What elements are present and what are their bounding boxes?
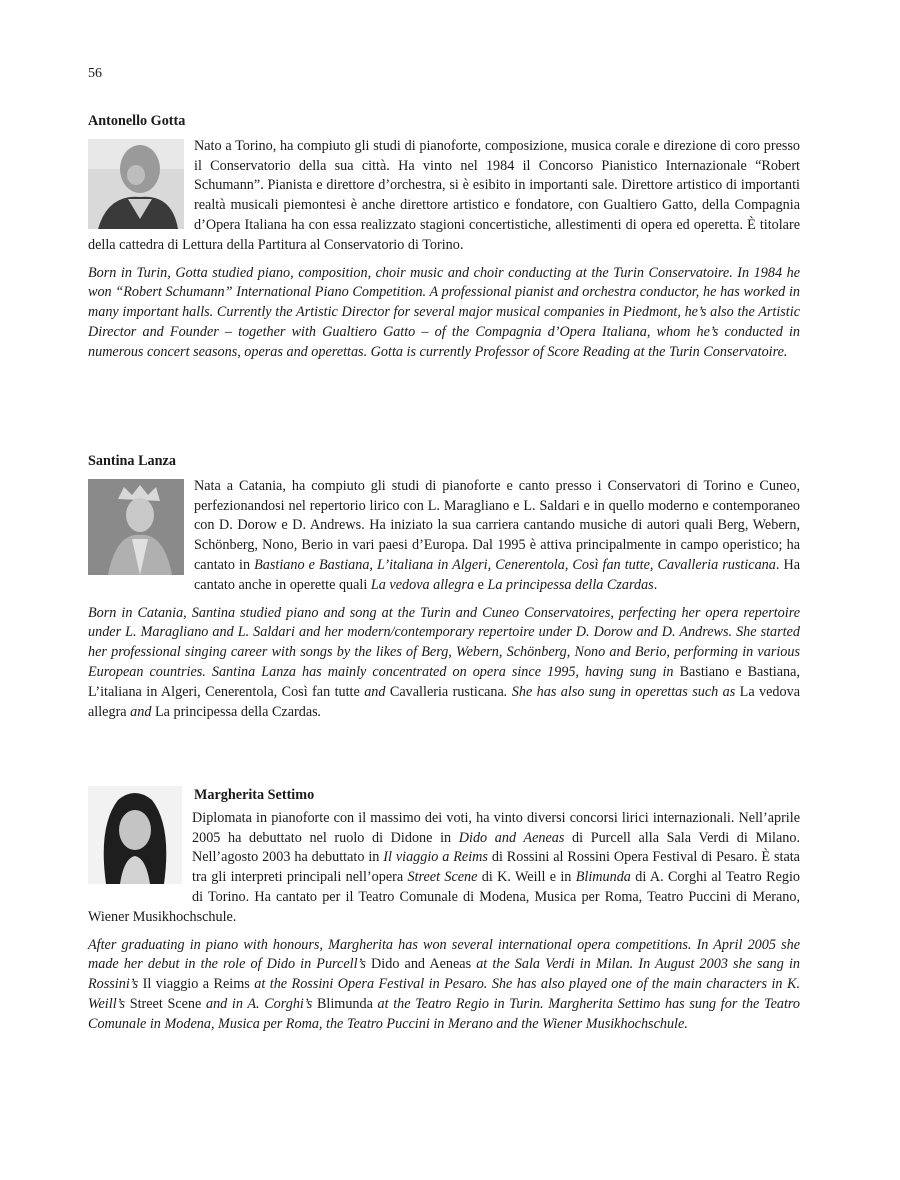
bio-name: Margherita Settimo bbox=[194, 787, 315, 803]
bio-text-english: After graduating in piano with honours, Margherita has won several international opera competitions. In April 2005 she made her debut in the role of Dido in Purcell’s Dido and Aeneas at the Sala Verdi in Milan. In August 2003 she sang in Rossini’s Il viaggio a Reims at the Rossini Opera Festival in Pesaro. She has also played one of the main characters in K. Weill’s Street Scene and in A. Corghi’s Blimunda at the Teatro Regio in Turin. Margherita Settimo has sung for the Teatro Comunale in Modena, Musica per Roma, the Teatro Puccini in Merano and the Wiener Musikhochschule. bbox=[88, 936, 800, 1032]
page-number: 56 bbox=[88, 66, 102, 81]
portrait-photo bbox=[88, 479, 184, 575]
bio-name: Santina Lanza bbox=[88, 453, 176, 469]
bio-name: Antonello Gotta bbox=[88, 113, 186, 129]
bio-margherita-settimo bbox=[88, 786, 800, 1035]
bio-santina-lanza bbox=[88, 452, 800, 722]
portrait-photo bbox=[88, 139, 184, 229]
bio-text-italian: Nato a Torino, ha compiuto gli studi di pianoforte, composizione, musica corale e direzione di coro presso il Conservatorio della sua città. Ha vinto nel 1984 il Concorso Pianistico Internazionale “Robert Schumann”. Pianista e direttore d’orchestra, si è esibito in importanti sale. Direttore artistico di importanti realtà musicali piemontesi è anche direttore artistico e fondatore, con Gualtiero Gatto, della Compagnia d’Opera Italiana ha con essa realizzato stagioni concertistiche, allestimenti di opera ed operetta. È titolare della cattedra di Lettura della Partitura al Conservatorio di Torino. bbox=[88, 137, 800, 253]
bio-antonello-gotta bbox=[88, 112, 800, 363]
bio-text-italian: Diplomata in pianoforte con il massimo dei voti, ha vinto diversi concorsi lirici internazionali. Nell’aprile 2005 ha debuttato nel ruolo di Didone in Dido and Aeneas di Purcell alla Sala Verdi di Milano. Nell’agosto 2003 ha debuttato in Il viaggio a Reims di Rossini al Rossini Opera Festival di Pesaro. È stata tra gli interpreti principali nell’opera Street Scene di K. Weill e in Blimunda di A. Corghi al Teatro Regio di Torino. Ha cantato per il Teatro Comunale di Modena, Musica per Roma, Teatro Puccini di Merano, Wiener Musikhochschule. bbox=[88, 809, 800, 925]
portrait-photo bbox=[88, 786, 182, 884]
bio-text-english: Born in Turin, Gotta studied piano, composition, choir music and choir conducting at the Turin Conservatoire. In 1984 he won “Robert Schumann” International Piano Competition. A professional pianist and orchestra conductor, he has worked in many important halls. Currently the Artistic Director for several major musical companies in Piedmont, he’s also the Artistic Director and Founder – together with Gualtiero Gatto – of the Compagnia d’Opera Italiana, whom he’s conducted in numerous concert seasons, operas and operettas. Gotta is currently Professor of Score Reading at the Turin Conservatoire. bbox=[88, 264, 800, 360]
bio-text-italian: Nata a Catania, ha compiuto gli studi di pianoforte e canto presso i Conservatori di Torino e Cuneo, perfezionandosi nel repertorio lirico con L. Maragliano e L. Saldari e in quello moderno e contemporaneo con D. Dorow e D. Andrews. Ha iniziato la sua carriera cantando musiche di autori quali Berg, Webern, Schönberg, Nono, Berio in vari paesi d’Europa. Dal 1995 è attiva principalmente in campo operistico; ha cantato in Bastiano e Bastiana, L’italiana in Algeri, Cenerentola, Così fan tutte, Cavalleria rusticana. Ha cantato anche in operette quali La vedova allegra e La principessa della Czardas. bbox=[194, 477, 801, 593]
bio-text-english: Born in Catania, Santina studied piano and song at the Turin and Cuneo Conservatoires, perfecting her opera repertoire under L. Maragliano and L. Saldari and her modern/contemporary repertoire under D. Dorow and D. Andrews. She started her professional singing career with songs by the likes of Berg, Webern, Schönberg, Nono and Berio, performing in various European countries. Santina Lanza has mainly concentrated on opera since 1995, having sung in Bastiano e Bastiana, L’italiana in Algeri, Cenerentola, Così fan tutte and Cavalleria rusticana. She has also sung in operettas such as La vedova allegra and La principessa della Czardas. bbox=[88, 604, 801, 720]
